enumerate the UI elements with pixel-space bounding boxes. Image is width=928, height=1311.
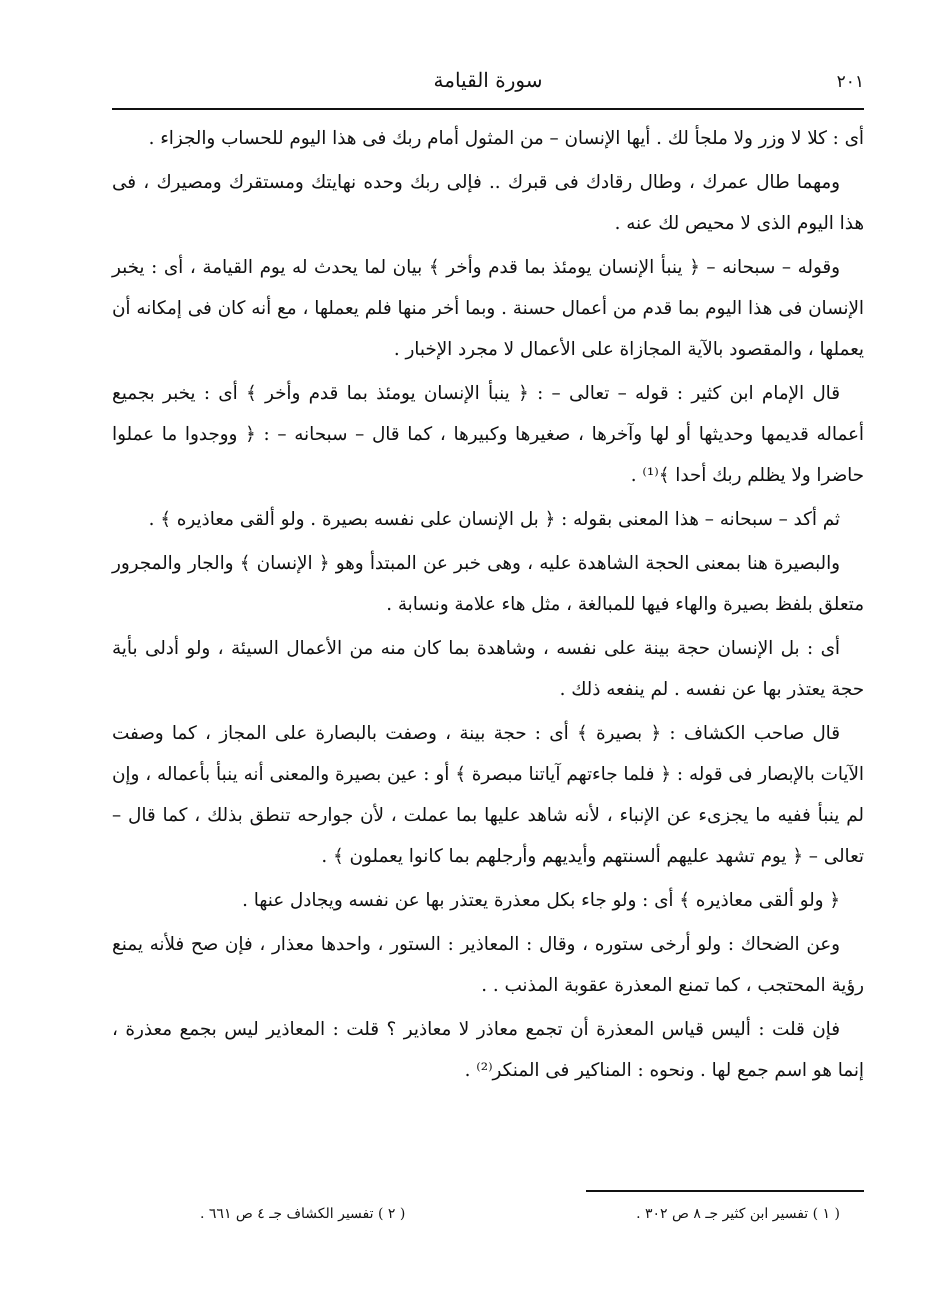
footnote-1: ( ١ ) تفسير ابن كثير جـ ٨ ص ٣٠٢ . <box>636 1206 840 1222</box>
surah-title: سورة القيامة <box>433 68 543 92</box>
paragraph: وقوله – سبحانه – ﴿ ينبأ الإنسان يومئذ بما قدم وأخر ﴾ بيان لما يحدث له يوم القيامة ، أى : يخبر الإنسان فى هذا اليوم بما قدم من أعمال حسنة . وبما أخر منها فلم يعملها ، مع أنه كان فى إمكانه أن يعملها ، والمقصود بالآية المجازاة على الأعمال لا مجرد الإخبار . <box>112 257 864 360</box>
paragraph: ثم أكد – سبحانه – هذا المعنى بقوله : ﴿ بل الإنسان على نفسه بصيرة . ولو ألقى معاذيره ﴾ . <box>148 509 840 530</box>
paragraph: أى : كلا لا وزر ولا ملجأ لك . أيها الإنسان – من المثول أمام ربك فى هذا اليوم للحساب والجزاء . <box>148 128 864 149</box>
page-number: ٢٠١ <box>836 72 864 92</box>
footnote-2: ( ٢ ) تفسير الكشاف جـ ٤ ص ٦٦١ . <box>200 1206 406 1222</box>
paragraph: ومهما طال عمرك ، وطال رقادك فى قبرك .. فإلى ربك وحده نهايتك ومستقرك ومصيرك ، فى هذا اليوم الذى لا محيص لك عنه . <box>112 172 864 234</box>
paragraph: ﴿ ولو ألقى معاذيره ﴾ أى : ولو جاء بكل معذرة يعتذر بها عن نفسه ويجادل عنها . <box>242 890 840 911</box>
page-body <box>112 118 864 1094</box>
page-header <box>112 66 864 102</box>
paragraph: قال الإمام ابن كثير : قوله – تعالى – : ﴿ ينبأ الإنسان يومئذ بما قدم وأخر ﴾ أى : يخبر بجميع أعماله قديمها وحديثها أو لها وآخرها ، صغيرها وكبيرها ، كما قال – سبحانه – : ﴿ ووجدوا ما عملوا حاضرا ولا يظلم ربك أحدا ﴾⁽¹⁾ . <box>112 383 864 486</box>
footnote-divider <box>586 1190 864 1192</box>
header-divider <box>112 108 864 110</box>
footnotes <box>200 1206 840 1222</box>
paragraph: والبصيرة هنا بمعنى الحجة الشاهدة عليه ، وهى خبر عن المبتدأ وهو ﴿ الإنسان ﴾ والجار والمجرور متعلق بلفظ بصيرة والهاء فيها للمبالغة ، مثل هاء علامة ونسابة . <box>112 553 864 615</box>
paragraph: فإن قلت : أليس قياس المعذرة أن تجمع معاذر لا معاذير ؟ قلت : المعاذير ليس بجمع معذرة ، إنما هو اسم جمع لها . ونحوه : المناكير فى المنكر⁽²⁾ . <box>112 1019 864 1081</box>
paragraph: وعن الضحاك : ولو أرخى ستوره ، وقال : المعاذير : الستور ، واحدها معذار ، فإن صح فلأنه يمنع رؤية المحتجب ، كما تمنع المعذرة عقوبة المذنب . . <box>112 934 864 996</box>
paragraph: قال صاحب الكشاف : ﴿ بصيرة ﴾ أى : حجة بينة ، وصفت بالبصارة على المجاز ، كما وصفت الآيات بالإبصار فى قوله : ﴿ فلما جاءتهم آياتنا مبصرة ﴾ أو : عين بصيرة والمعنى أنه ينبأ بأعماله ، وإن لم ينبأ ففيه ما يجزىء عن الإنباء ، لأنه شاهد عليها بما عملت ، لأن جوارحه تنطق بذلك ، كما قال – تعالى – ﴿ يوم تشهد عليهم ألسنتهم وأيديهم وأرجلهم بما كانوا يعملون ﴾ . <box>112 723 864 867</box>
paragraph: أى : بل الإنسان حجة بينة على نفسه ، وشاهدة بما كان منه من الأعمال السيئة ، ولو أدلى بأية حجة يعتذر بها عن نفسه . لم ينفعه ذلك . <box>112 638 864 700</box>
